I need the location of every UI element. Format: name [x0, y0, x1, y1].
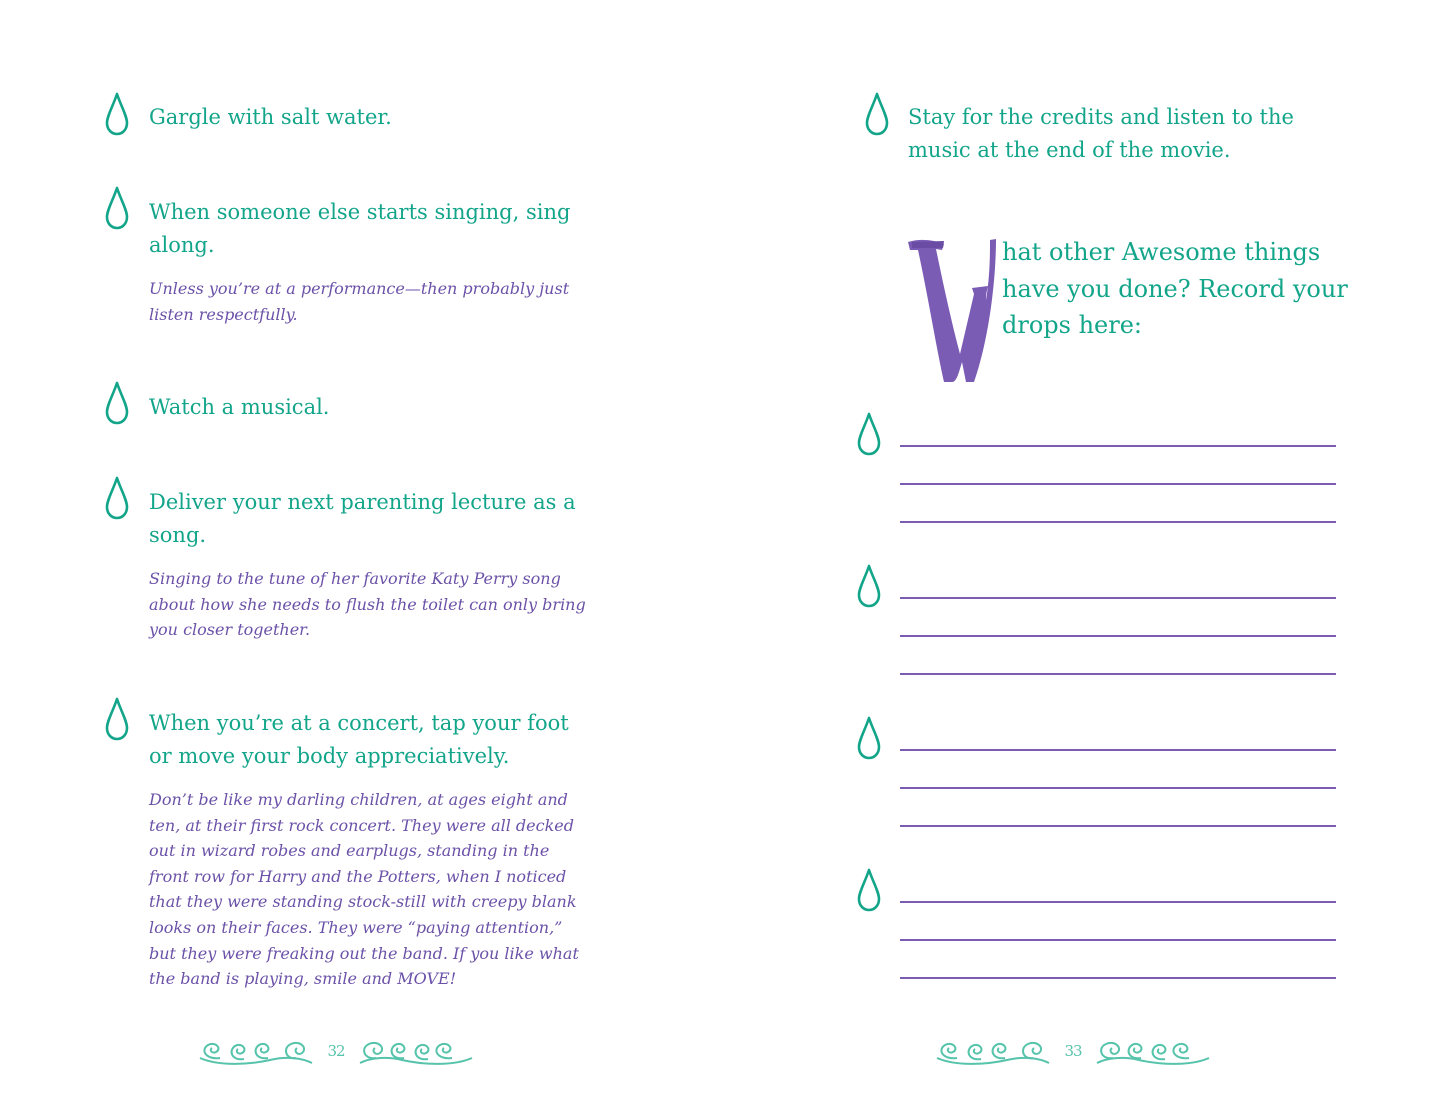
water-drop-icon — [856, 564, 882, 608]
folio-left — [198, 1034, 474, 1068]
tip-text: Stay for the credits and listen to the music at the end of the movie. — [908, 105, 1294, 162]
water-drop-icon — [104, 92, 130, 136]
swirl-ornament-icon — [358, 1036, 474, 1066]
water-drop-icon — [104, 381, 130, 425]
folio-right — [935, 1034, 1211, 1068]
writing-line[interactable] — [900, 749, 1336, 751]
writing-line[interactable] — [900, 445, 1336, 447]
record-prompt: hat other Awesome things have you done? Record your drops here: — [1002, 238, 1348, 339]
drop-cap-letter — [906, 236, 998, 388]
writing-line[interactable] — [900, 901, 1336, 903]
tip-note: Don’t be like my darling children, at ages eight and ten, at their first rock concert. They were all decked out in wizard robes and earplugs, standing in the front row for Harry and the Potters, when I noticed that they were standing stock-still with creepy blank looks on their faces. They were “paying attention,” but they were freaking out the band. If you like what the band is playing, smile and MOVE! — [149, 790, 579, 989]
water-drop-icon — [856, 868, 882, 912]
writing-line[interactable] — [900, 673, 1336, 675]
right-page — [722, 0, 1445, 1116]
water-drop-icon — [856, 412, 882, 456]
swirl-ornament-icon — [198, 1036, 314, 1066]
writing-line[interactable] — [900, 825, 1336, 827]
page-number: 33 — [1064, 1042, 1082, 1060]
page-number: 32 — [327, 1042, 345, 1060]
water-drop-icon — [104, 186, 130, 230]
writing-line[interactable] — [900, 635, 1336, 637]
tip-text: Deliver your next parenting lecture as a song. — [149, 490, 576, 547]
swirl-ornament-icon — [1095, 1036, 1211, 1066]
tip-note: Singing to the tune of her favorite Katy Perry song about how she needs to flush the toilet can only bring you closer together. — [149, 569, 586, 640]
water-drop-icon — [864, 92, 890, 136]
writing-line[interactable] — [900, 787, 1336, 789]
water-drop-icon — [856, 716, 882, 760]
writing-line[interactable] — [900, 977, 1336, 979]
tip-text: Gargle with salt water. — [149, 105, 392, 129]
tip-text: When you’re at a concert, tap your foot or move your body appreciatively. — [149, 711, 569, 768]
writing-line[interactable] — [900, 521, 1336, 523]
water-drop-icon — [104, 476, 130, 520]
swirl-ornament-icon — [935, 1036, 1051, 1066]
tip-text: Watch a musical. — [149, 395, 330, 419]
water-drop-icon — [104, 697, 130, 741]
tip-text: When someone else starts singing, sing along. — [149, 200, 571, 257]
writing-line[interactable] — [900, 483, 1336, 485]
writing-line[interactable] — [900, 597, 1336, 599]
tip-note: Unless you’re at a performance—then probably just listen respectfully. — [149, 279, 570, 324]
writing-line[interactable] — [900, 939, 1336, 941]
